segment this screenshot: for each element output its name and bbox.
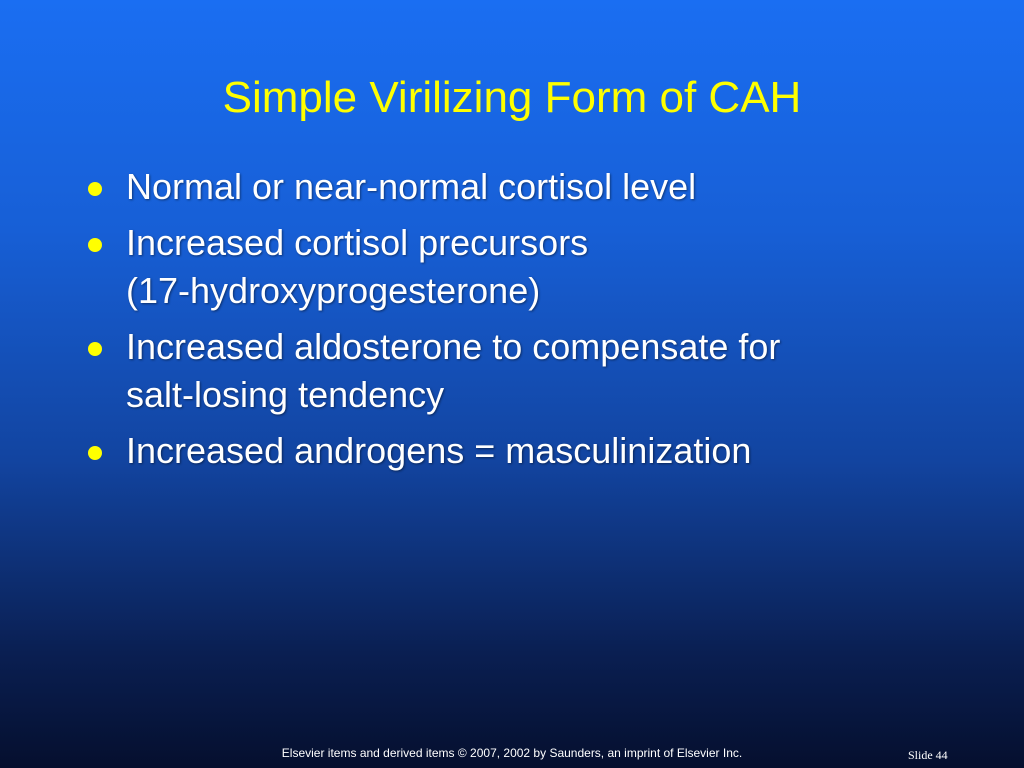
bullet-text-line: Increased cortisol precursors bbox=[126, 222, 589, 263]
bullet-dot-icon bbox=[88, 182, 102, 196]
bullet-dot-icon bbox=[88, 238, 102, 252]
bullet-list bbox=[88, 163, 988, 483]
bullet-text-line: Increased androgens = masculinization bbox=[126, 430, 752, 471]
slide-title: Simple Virilizing Form of CAH bbox=[222, 73, 802, 122]
bullet-text-line: Normal or near-normal cortisol level bbox=[126, 166, 697, 207]
bullet-item bbox=[88, 219, 988, 315]
footer-copyright: Elsevier items and derived items © 2007, 2002 by Saunders, an imprint of Elsevier Inc. bbox=[281, 746, 743, 760]
slide-number: Slide 44 bbox=[908, 748, 948, 762]
bullet-text-line: (17-hydroxyprogesterone) bbox=[126, 270, 541, 311]
bullet-text-line: salt-losing tendency bbox=[126, 374, 445, 415]
bullet-item bbox=[88, 163, 988, 211]
bullet-item bbox=[88, 427, 988, 475]
bullet-item bbox=[88, 323, 988, 419]
bullet-text-line: Increased aldosterone to compensate for bbox=[126, 326, 781, 367]
bullet-dot-icon bbox=[88, 446, 102, 460]
bullet-dot-icon bbox=[88, 342, 102, 356]
